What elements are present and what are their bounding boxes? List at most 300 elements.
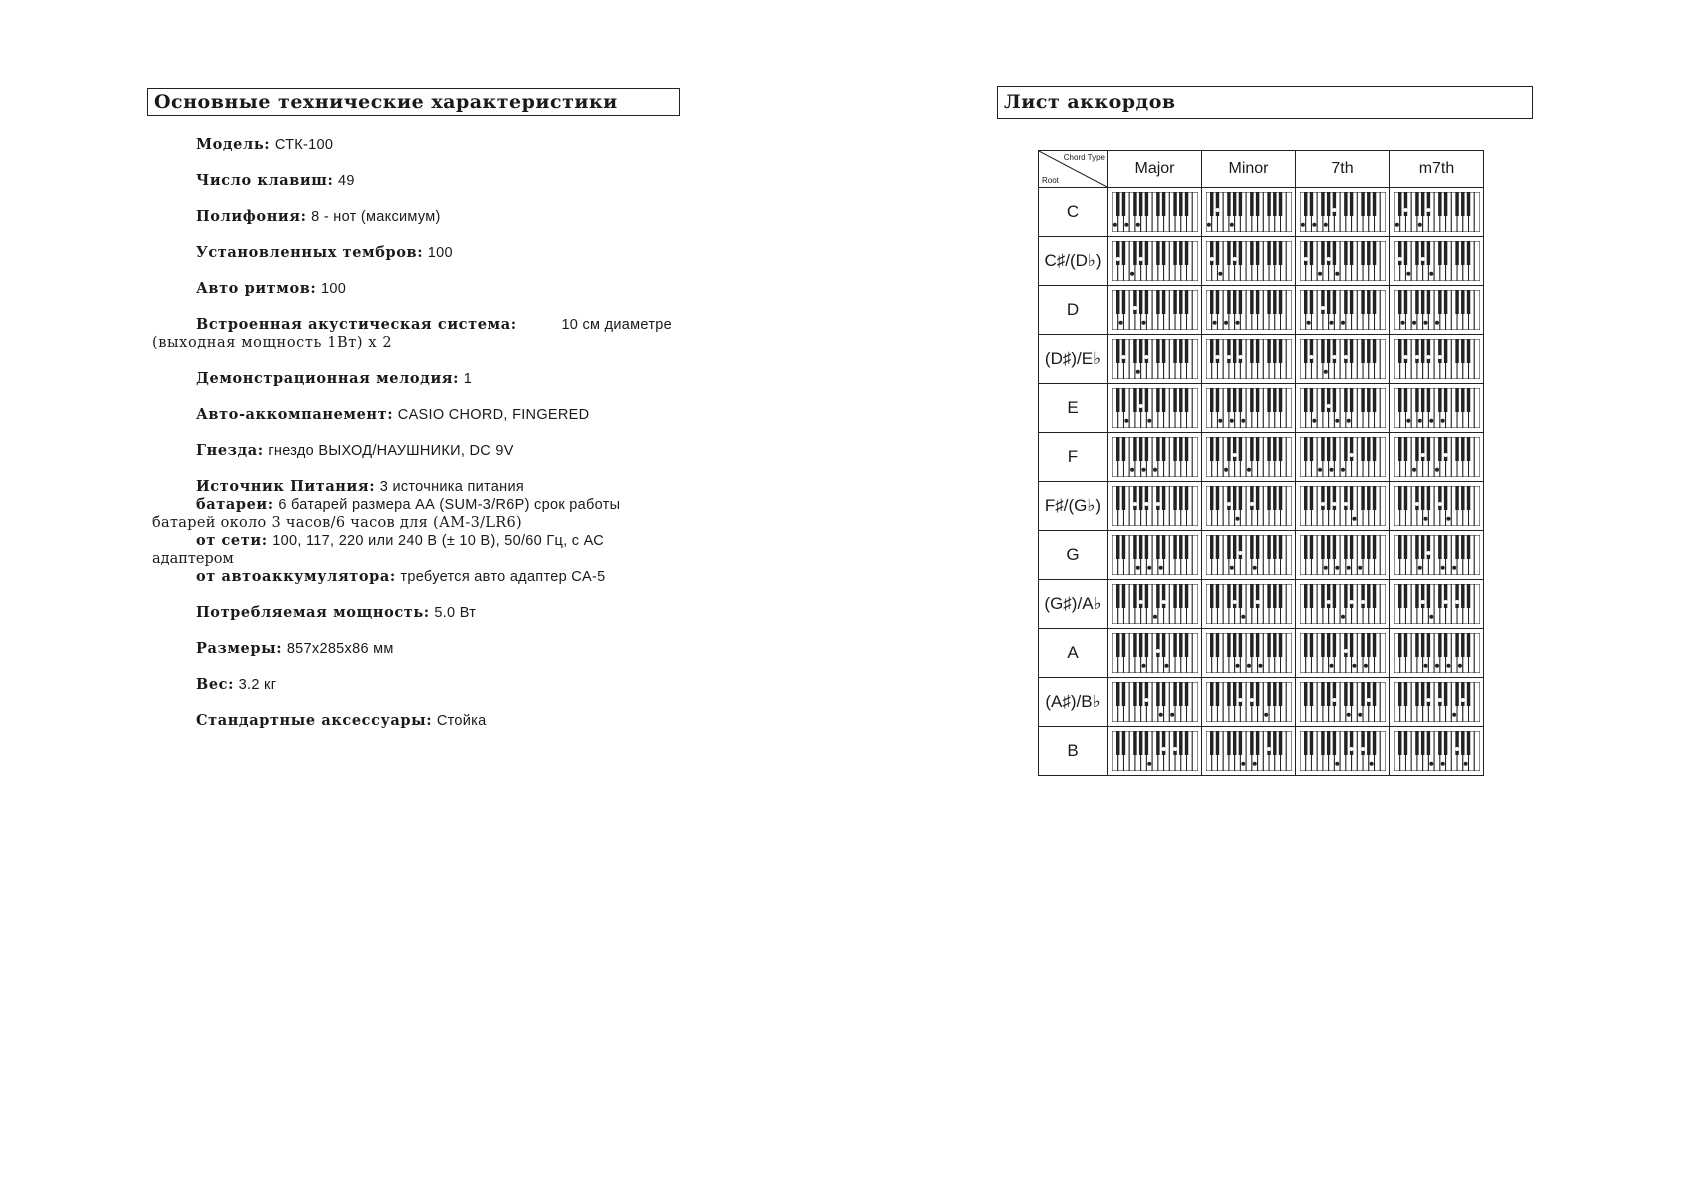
white-key [1474,290,1480,330]
black-key [1372,584,1375,608]
chord-note-dot [1335,419,1339,423]
black-key [1415,633,1418,657]
root-cell: D [1039,286,1108,335]
black-key [1273,339,1276,363]
chord-cell [1296,188,1390,237]
chord-cell [1202,335,1296,384]
chord-note-dot [1440,419,1444,423]
chord-note-dot [1412,321,1416,325]
black-key [1426,731,1429,755]
chord-note-dot [1226,355,1230,359]
black-key [1278,535,1281,559]
black-key [1238,437,1241,461]
black-key [1138,241,1141,265]
white-key [1380,388,1386,428]
black-key [1455,437,1458,461]
chord-row [1039,727,1484,776]
black-key [1156,584,1159,608]
white-key [1286,192,1292,232]
chord-note-dot [1420,257,1424,261]
chord-cell [1296,678,1390,727]
black-key [1466,339,1469,363]
chord-cell [1390,237,1484,286]
chord-cell [1108,531,1202,580]
keyboard-diagram [1300,192,1386,232]
black-key [1461,339,1464,363]
chord-note-dot [1329,321,1333,325]
black-key [1267,290,1270,314]
black-key [1227,584,1230,608]
chord-row [1039,531,1484,580]
black-key [1133,633,1136,657]
chord-note-dot [1232,600,1236,604]
black-key [1361,388,1364,412]
black-key [1232,339,1235,363]
black-key [1210,437,1213,461]
black-key [1161,486,1164,510]
black-key [1361,241,1364,265]
chord-cell [1390,531,1484,580]
white-key [1474,241,1480,281]
black-key [1466,486,1469,510]
black-key [1278,731,1281,755]
white-key [1192,486,1198,526]
white-key [1474,388,1480,428]
chord-note-dot [1426,698,1430,702]
chord-note-dot [1218,272,1222,276]
black-key [1461,584,1464,608]
black-key [1133,437,1136,461]
black-key [1250,584,1253,608]
black-key [1426,486,1429,510]
white-key [1192,437,1198,477]
root-cell: (G♯)/A♭ [1039,580,1108,629]
chord-cell [1108,482,1202,531]
black-key [1278,192,1281,216]
chord-note-dot [1135,566,1139,570]
black-key [1344,584,1347,608]
black-key [1361,633,1364,657]
chord-note-dot [1406,419,1410,423]
black-key [1420,437,1423,461]
black-key [1455,633,1458,657]
black-key [1304,633,1307,657]
black-key [1367,388,1370,412]
black-key [1179,584,1182,608]
keyboard-diagram [1206,535,1292,575]
chord-note-dot [1144,355,1148,359]
spec-rhythms: Авто ритмов: 100 [196,280,347,297]
white-key [1286,388,1292,428]
white-key [1286,486,1292,526]
black-key [1466,633,1469,657]
chord-table [1038,150,1484,776]
chord-note-dot [1132,502,1136,506]
black-key [1179,290,1182,314]
black-key [1116,339,1119,363]
black-key [1438,486,1441,510]
black-key [1309,535,1312,559]
specs-title: Основные технические характеристики [147,88,680,116]
keyboard-diagram [1112,290,1198,330]
chord-cell [1390,384,1484,433]
chord-note-dot [1147,762,1151,766]
keyboard-diagram [1394,192,1480,232]
black-key [1438,241,1441,265]
black-key [1466,290,1469,314]
white-key [1380,339,1386,379]
chord-note-dot [1249,698,1253,702]
black-key [1349,192,1352,216]
black-key [1461,486,1464,510]
black-key [1420,388,1423,412]
black-key [1321,731,1324,755]
chord-note-dot [1147,566,1151,570]
black-key [1438,290,1441,314]
black-key [1184,633,1187,657]
chord-note-dot [1420,600,1424,604]
chord-note-dot [1215,208,1219,212]
chord-cell [1108,237,1202,286]
black-key [1321,633,1324,657]
black-key [1144,241,1147,265]
chord-note-dot [1443,600,1447,604]
black-key [1367,731,1370,755]
black-key [1426,290,1429,314]
keyboard-diagram [1206,584,1292,624]
black-key [1332,388,1335,412]
white-key [1192,682,1198,722]
black-key [1138,290,1141,314]
black-key [1144,437,1147,461]
chord-note-dot [1118,321,1122,325]
chord-note-dot [1346,419,1350,423]
black-key [1156,192,1159,216]
root-cell: C♯/(D♭) [1039,237,1108,286]
chord-note-dot [1247,468,1251,472]
black-key [1403,682,1406,706]
black-key [1267,584,1270,608]
black-key [1133,192,1136,216]
black-key [1398,486,1401,510]
black-key [1156,486,1159,510]
black-key [1273,682,1276,706]
chord-cell [1108,188,1202,237]
black-key [1326,290,1329,314]
chord-row [1039,629,1484,678]
black-key [1184,682,1187,706]
black-key [1438,682,1441,706]
black-key [1415,290,1418,314]
keyboard-diagram [1206,388,1292,428]
black-key [1438,192,1441,216]
black-key [1121,290,1124,314]
chord-note-dot [1249,502,1253,506]
black-key [1443,633,1446,657]
black-key [1267,437,1270,461]
black-key [1304,192,1307,216]
keyboard-diagram [1206,437,1292,477]
white-key [1192,633,1198,673]
black-key [1121,486,1124,510]
chord-note-dot [1241,615,1245,619]
white-key [1286,339,1292,379]
black-key [1443,290,1446,314]
chord-note-dot [1138,404,1142,408]
white-key [1380,633,1386,673]
black-key [1349,584,1352,608]
chord-cell [1390,188,1484,237]
black-key [1273,535,1276,559]
black-key [1273,437,1276,461]
chord-note-dot [1309,355,1313,359]
black-key [1121,388,1124,412]
black-key [1255,339,1258,363]
chord-note-dot [1323,223,1327,227]
keyboard-diagram [1300,486,1386,526]
black-key [1250,290,1253,314]
spec-weight: Вес: 3.2 кг [196,676,277,693]
chord-note-dot [1158,713,1162,717]
chord-cell [1202,678,1296,727]
black-key [1420,682,1423,706]
black-key [1367,339,1370,363]
black-key [1349,535,1352,559]
black-key [1372,731,1375,755]
chord-note-dot [1423,517,1427,521]
black-key [1232,584,1235,608]
black-key [1173,437,1176,461]
chord-note-dot [1209,257,1213,261]
black-key [1238,339,1241,363]
keyboard-diagram [1300,290,1386,330]
black-key [1250,388,1253,412]
black-key [1161,437,1164,461]
spec-mains: от сети: 100, 117, 220 или 240 В (± 10 В), 50/60 Гц, с АС [196,532,605,549]
black-key [1361,339,1364,363]
black-key [1461,682,1464,706]
chord-note-dot [1343,502,1347,506]
black-key [1144,339,1147,363]
black-key [1344,633,1347,657]
chord-cell [1296,482,1390,531]
black-key [1173,241,1176,265]
black-key [1173,731,1176,755]
chord-note-dot [1426,551,1430,555]
black-key [1267,388,1270,412]
black-key [1116,388,1119,412]
chord-note-dot [1361,747,1365,751]
chord-note-dot [1229,566,1233,570]
black-key [1278,437,1281,461]
chord-page [842,0,1684,1190]
black-key [1321,437,1324,461]
black-key [1144,535,1147,559]
black-key [1215,290,1218,314]
spec-accessories: Стандартные аксессуары: Стойка [196,712,487,729]
black-key [1227,633,1230,657]
chord-note-dot [1358,713,1362,717]
black-key [1273,290,1276,314]
black-key [1184,437,1187,461]
black-key [1361,535,1364,559]
chord-note-dot [1358,566,1362,570]
keyboard-diagram [1206,633,1292,673]
black-key [1161,584,1164,608]
black-key [1250,682,1253,706]
keyboard-diagram [1394,731,1480,771]
chord-row [1039,433,1484,482]
chord-note-dot [1241,419,1245,423]
chord-note-dot [1423,664,1427,668]
chord-cell [1202,237,1296,286]
keyboard-diagram [1300,535,1386,575]
black-key [1332,339,1335,363]
chord-note-dot [1252,566,1256,570]
chord-note-dot [1341,615,1345,619]
spec-power: Источник Питания: 3 источника питания [196,478,525,495]
keyboard-diagram [1112,437,1198,477]
black-key [1273,486,1276,510]
black-key [1332,731,1335,755]
spec-speaker-cont: (выходная мощность 1Вт) x 2 [152,335,393,351]
black-key [1309,731,1312,755]
chord-note-dot [1312,223,1316,227]
keyboard-diagram [1206,339,1292,379]
black-key [1398,682,1401,706]
black-key [1344,486,1347,510]
white-key [1286,682,1292,722]
black-key [1326,241,1329,265]
keyboard-diagram [1300,633,1386,673]
black-key [1309,339,1312,363]
black-key [1227,339,1230,363]
chord-note-dot [1229,419,1233,423]
chord-note-dot [1437,355,1441,359]
black-key [1255,437,1258,461]
chord-note-dot [1320,306,1324,310]
chord-note-dot [1349,747,1353,751]
black-key [1250,731,1253,755]
black-key [1372,388,1375,412]
black-key [1267,682,1270,706]
black-key [1116,241,1119,265]
white-key [1286,584,1292,624]
black-key [1179,486,1182,510]
chord-row [1039,237,1484,286]
chord-note-dot [1417,566,1421,570]
black-key [1278,290,1281,314]
white-key [1380,584,1386,624]
white-key [1474,633,1480,673]
black-key [1426,192,1429,216]
keyboard-diagram [1394,633,1480,673]
black-key [1398,241,1401,265]
black-key [1144,388,1147,412]
black-key [1326,535,1329,559]
black-key [1398,437,1401,461]
chord-cell [1390,286,1484,335]
chord-note-dot [1349,453,1353,457]
black-key [1403,633,1406,657]
black-key [1267,241,1270,265]
black-key [1438,731,1441,755]
black-key [1255,241,1258,265]
spec-mains-cont: адаптером [152,551,234,567]
black-key [1309,388,1312,412]
chord-note-dot [1366,698,1370,702]
black-key [1138,192,1141,216]
black-key [1367,535,1370,559]
chord-note-dot [1318,272,1322,276]
chord-cell [1202,580,1296,629]
chord-cell [1390,629,1484,678]
black-key [1138,682,1141,706]
spec-tones: Установленных тембров: 100 [196,244,453,261]
black-key [1309,486,1312,510]
black-key [1420,290,1423,314]
chord-note-dot [1400,321,1404,325]
black-key [1210,339,1213,363]
chord-note-dot [1255,600,1259,604]
black-key [1232,241,1235,265]
black-key [1138,584,1141,608]
black-key [1309,584,1312,608]
chord-cell [1202,727,1296,776]
keyboard-diagram [1206,290,1292,330]
black-key [1156,535,1159,559]
black-key [1372,633,1375,657]
black-key [1156,682,1159,706]
root-cell: (A♯)/B♭ [1039,678,1108,727]
chord-note-dot [1247,664,1251,668]
black-key [1443,535,1446,559]
chord-note-dot [1343,355,1347,359]
chord-note-dot [1326,600,1330,604]
black-key [1173,290,1176,314]
black-key [1420,486,1423,510]
black-key [1304,731,1307,755]
white-key [1474,731,1480,771]
black-key [1415,731,1418,755]
chord-note-dot [1417,419,1421,423]
chord-note-dot [1318,468,1322,472]
black-key [1403,339,1406,363]
black-key [1179,192,1182,216]
black-key [1321,535,1324,559]
keyboard-diagram [1394,682,1480,722]
black-key [1238,388,1241,412]
black-key [1227,290,1230,314]
chord-note-dot [1352,517,1356,521]
root-cell: F [1039,433,1108,482]
black-key [1227,731,1230,755]
black-key [1426,633,1429,657]
chord-note-dot [1406,272,1410,276]
black-key [1138,388,1141,412]
chord-row [1039,286,1484,335]
keyboard-diagram [1112,633,1198,673]
black-key [1255,584,1258,608]
black-key [1273,584,1276,608]
chord-cell [1296,335,1390,384]
black-key [1278,241,1281,265]
keyboard-diagram [1394,437,1480,477]
chord-row [1039,580,1484,629]
white-key [1192,388,1198,428]
chord-cell [1108,727,1202,776]
black-key [1144,192,1147,216]
